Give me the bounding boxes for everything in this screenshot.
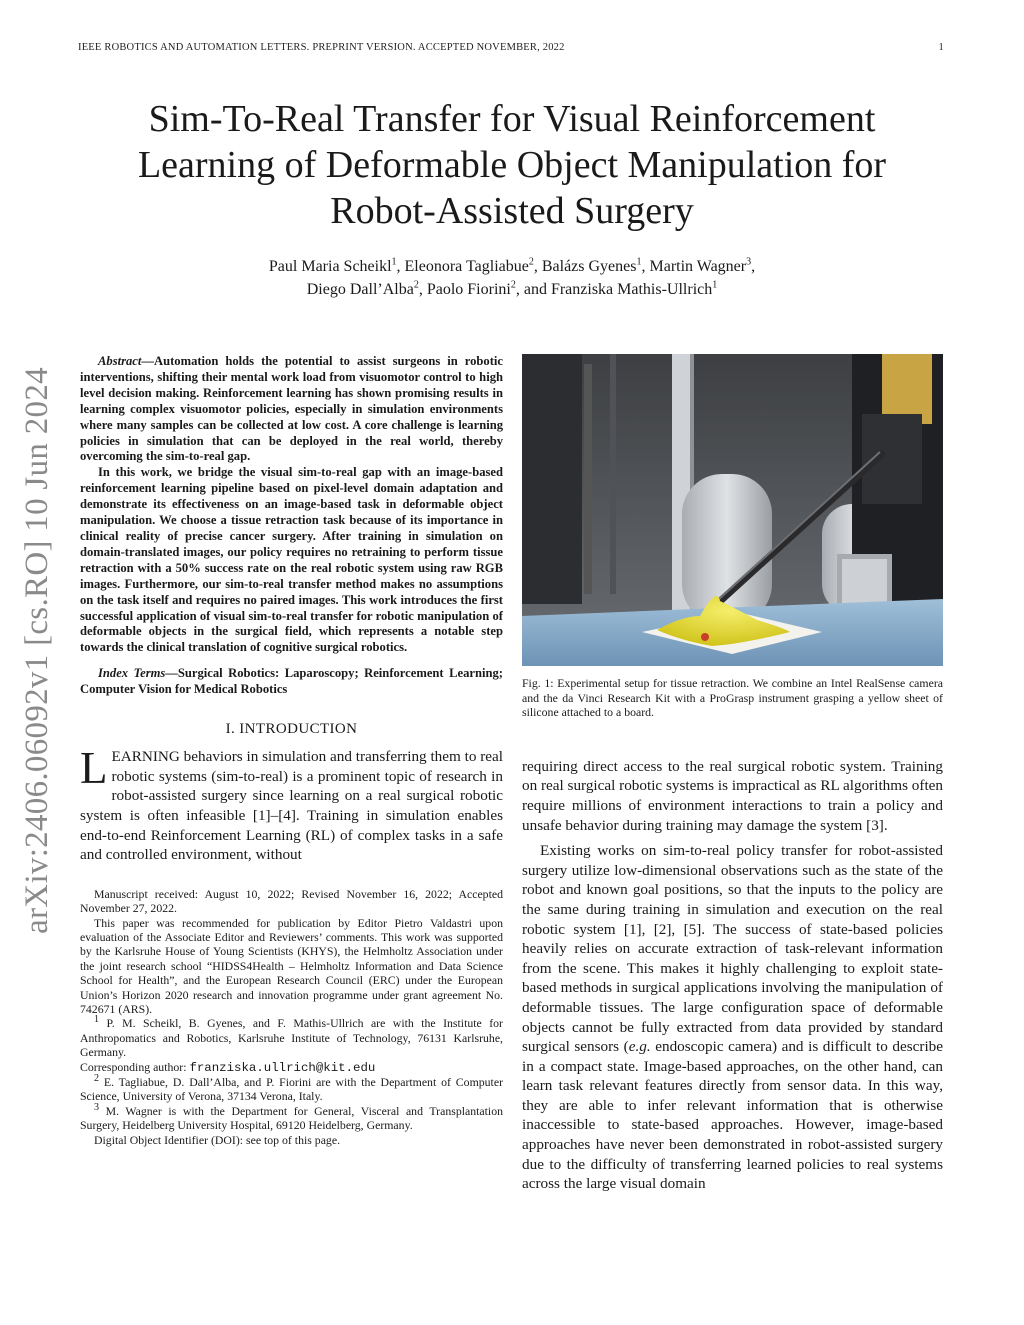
arxiv-watermark (12, 352, 62, 948)
introduction-text: EARNING behaviors in simulation and transferring them to real robotic systems (sim-to-real) is a prominent topic of research in robot-assisted surgery since learning on a real surgical robotic system is often infeasible [1]–[4]. Training in simulation enables end-to-end Reinforcement Learning (RL) of complex tasks in a safe and controlled environment, without (80, 748, 503, 864)
lab-frame (610, 354, 616, 594)
author: Eleonora Tagliabue (404, 258, 529, 275)
figure-photo (522, 354, 943, 666)
author: Franziska Mathis-Ullrich (550, 281, 713, 298)
footnote-affiliation-2: $^2$ E. Tagliabue, D. Dall’Alba, and P. Fiorini are with the Department of Computer Science, University of Verona, 37134 Verona, Italy. (80, 1073, 503, 1104)
left-column (80, 354, 503, 1147)
title-line-3: Robot-Assisted Surgery (330, 190, 694, 232)
index-terms-text: —Surgical Robotics: Laparoscopy; Reinforcement Learning; Computer Vision for Medical Robotics (80, 666, 503, 697)
section-heading: I. INTRODUCTION (225, 721, 358, 738)
introduction-paragraph (80, 743, 503, 865)
author: Paolo Fiorini (426, 281, 511, 298)
figure-caption: Fig. 1: Experimental setup for tissue retraction. We combine an Intel RealSense camera and the da Vinci Research Kit with a ProGrasp instrument grasping a yellow sheet of silicone attached to a board. (522, 676, 943, 720)
footnote-recommended: This paper was recommended for publication by Editor Pietro Valdastri upon evaluation of the Associate Editor and Reviewers’ comments. This work was supported by the Karlsruhe House of Young Scientists (KHYS), the Helmholtz Association under the joint research school “HIDSS4Health – Helmholtz Information and Data Science School for Health”, and the European Research Council (ERC) under the European Union’s Horizon 2020 research and innovation programme under grant agreement No. 742671 (ARS). (80, 915, 503, 1017)
footnote-corresponding: Corresponding author: franziska.ullrich@kit.edu (80, 1059, 376, 1075)
footnote-received: Manuscript received: August 10, 2022; Revised November 16, 2022; Accepted November 27, 2022. (80, 886, 503, 916)
author: Balázs Gyenes (541, 258, 637, 275)
abstract-label: Abstract (98, 354, 142, 368)
title-line-1: Sim-To-Real Transfer for Visual Reinforcement (148, 98, 876, 140)
lab-frame (522, 354, 582, 604)
journal-name: IEEE ROBOTICS AND AUTOMATION LETTERS. PREPRINT VERSION. ACCEPTED NOVEMBER, 2022 (78, 42, 565, 53)
abstract-paragraph-2: In this work, we bridge the visual sim-to-real gap with an image-based reinforcement learning pipeline based on pixel-level domain adaptation and demonstrate its effectiveness on an image-based task in deformable object manipulation. We choose a tissue retraction task because of its importance in clinical reality of precise cancer surgery. After training in simulation on domain-translated images, our policy requires no retraining to perform tissue retraction with a 50% success rate on the real robotic system using raw RGB images. Furthermore, our sim-to-real transfer method makes no assumptions on the task itself and requires no paired images. This work introduces the first successful application of visual sim-to-real transfer for robotic manipulation of deformable objects in the surgical field, which represents a notable step towards the clinical translation of cognitive surgical robotics. (80, 465, 503, 655)
drop-cap: L (80, 743, 108, 794)
author: Diego Dall’Alba (306, 281, 414, 298)
lab-frame (584, 364, 592, 594)
author-list: Paul Maria Scheikl$^1$, Eleonora Tagliabue$^2$, Balázs Gyenes$^1$, Martin Wagner$^3$, Diego Dall’Alba$^2$, Paolo Fiorini$^2$, and Franziska Mathis-Ullrich$^1$ (268, 256, 756, 298)
figure-experimental-setup (522, 354, 943, 666)
title-line-2: Learning of Deformable Object Manipulation for (137, 144, 887, 186)
tissue-marker (701, 633, 709, 641)
paragraph: Existing works on sim-to-real policy transfer for robot-assisted surgery utilize low-dimensional observations such as the state of the robot and known goal positions, so that the inputs to the policy are the same during training in simulation and execution on the real robotic system [1], [2], [5]. The success of state-based policies heavily relies on accurate extraction of task-relevant information from the scene. This makes it highly challenging to exploit state-based methods in surgical applications involving the manipulation of deformable tissues. The large configuration space of deformable objects cannot be fully extracted from data provided by standard surgical sensors (e.g. endoscopic camera) and is difficult to describe in a compact state. Image-based approaches, on the other hand, can learn task relevant features directly from sensor data. In this way, they are able to infer relevant information that is otherwise inaccessible to state-based approaches. However, image-based approaches have never been demonstrated in robot-assisted surgery due to the difficulty of transferring learned policies to real systems across the large visual domain (522, 842, 944, 1193)
author: Paul Maria Scheikl (268, 258, 392, 275)
right-column (522, 354, 943, 1194)
right-column-text (522, 757, 943, 1194)
footnotes (80, 887, 503, 1147)
corresponding-email[interactable]: franziska.ullrich@kit.edu (189, 1060, 376, 1075)
author: Martin Wagner (649, 258, 747, 275)
footnote-doi: Digital Object Identifier (DOI): see top of this page. (94, 1132, 341, 1147)
paragraph: requiring direct access to the real surgical robotic system. Training on real surgical robotic systems is impractical as RL algorithms often require millions of environment interactions to train a policy and unsafe behavior during training may damage the system [3]. (522, 757, 943, 834)
paper-title (60, 96, 964, 234)
footnote-affiliation-3: $^3$ M. Wagner is with the Department for General, Visceral and Transplantation Surgery, Heidelberg University Hospital, 69120 Heidelberg, Germany. (80, 1101, 503, 1133)
index-terms-label: Index Terms (98, 666, 166, 681)
robot-base (682, 474, 772, 624)
instrument-housing (882, 354, 932, 424)
page-number: 1 (938, 42, 944, 53)
index-terms (80, 665, 503, 697)
footnote-affiliation-1: $^1$ P. M. Scheikl, B. Gyenes, and F. Mathis-Ullrich are with the Institute for Anthropomatics and Robotics, Karlsruhe Institute of Technology, 76131 Karlsruhe, Germany. (80, 1014, 503, 1060)
running-header (78, 42, 944, 58)
arxiv-id: arXiv:2406.06092v1 [cs.RO] 10 Jun 2024 (18, 366, 55, 934)
abstract (80, 354, 503, 656)
abstract-paragraph-1: —Automation holds the potential to assist surgeons in robotic interventions, shifting their mental work load from visuomotor control to high level decision making. Reinforcement learning has shown promising results in learning complex visuomotor policies, especially in simulation environments where many samples can be collected at low cost. A core challenge is learning policies in simulation that can be deployed in the real world, thereby overcoming the sim-to-real gap. (80, 354, 503, 464)
